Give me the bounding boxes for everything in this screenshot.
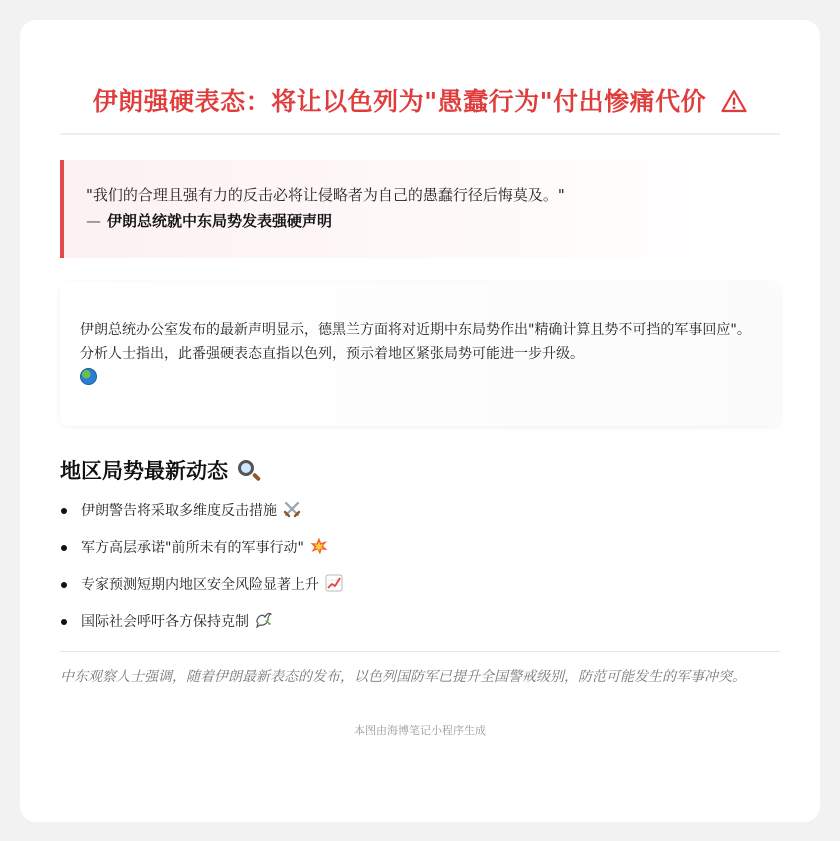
warning-icon xyxy=(721,89,747,113)
article-card xyxy=(20,20,820,822)
list-item xyxy=(60,574,780,611)
closing-note: 中东观察人士强调，随着伊朗最新表态的发布，以色列国防军已提升全国警戒级别，防范可能发生的军事冲突。 xyxy=(60,669,746,685)
list-item-label: 军方高层承诺"前所未有的军事行动" xyxy=(81,540,304,556)
list-item xyxy=(60,611,780,648)
title-divider xyxy=(60,133,780,135)
summary-text xyxy=(80,318,760,390)
dove-icon xyxy=(255,611,273,629)
updates-list xyxy=(60,500,780,648)
list-item-label: 国际社会呼吁各方保持克制 xyxy=(81,614,249,630)
list-item-label: 专家预测短期内地区安全风险显著上升 xyxy=(81,577,319,593)
chart-increasing-icon xyxy=(325,574,343,592)
quote-block xyxy=(60,160,780,258)
summary-box xyxy=(60,282,780,426)
list-item xyxy=(60,537,780,574)
page-title xyxy=(60,86,780,118)
magnifying-glass-icon xyxy=(236,458,262,484)
page-title-text: 伊朗强硬表态：将让以色列为"愚蠢行为"付出惨痛代价 xyxy=(92,87,707,116)
globe-icon xyxy=(80,368,97,385)
list-item-label: 伊朗警告将采取多维度反击措施 xyxy=(81,503,277,519)
quote-source xyxy=(86,208,758,234)
quote-text: "我们的合理且强有力的反击必将让侵略者为自己的愚蠢行径后悔莫及。" xyxy=(86,186,565,204)
summary-body: 伊朗总统办公室发布的最新声明显示，德黑兰方面将对近期中东局势作出"精确计算且势不可挡的军事回应"。分析人士指出，此番强硬表态直指以色列，预示着地区紧张局势可能进一步升级。 xyxy=(80,322,751,362)
footer-text: 本图由海博笔记小程序生成 xyxy=(354,724,486,737)
note-divider xyxy=(60,651,780,652)
crossed-swords-icon xyxy=(283,500,301,518)
list-item xyxy=(60,500,780,537)
quote-source-text: 伊朗总统就中东局势发表强硬声明 xyxy=(107,212,333,230)
quote-dash: — xyxy=(86,212,101,230)
collision-icon xyxy=(310,537,328,555)
section-title-text: 地区局势最新动态 xyxy=(60,459,228,483)
section-title xyxy=(60,456,780,486)
